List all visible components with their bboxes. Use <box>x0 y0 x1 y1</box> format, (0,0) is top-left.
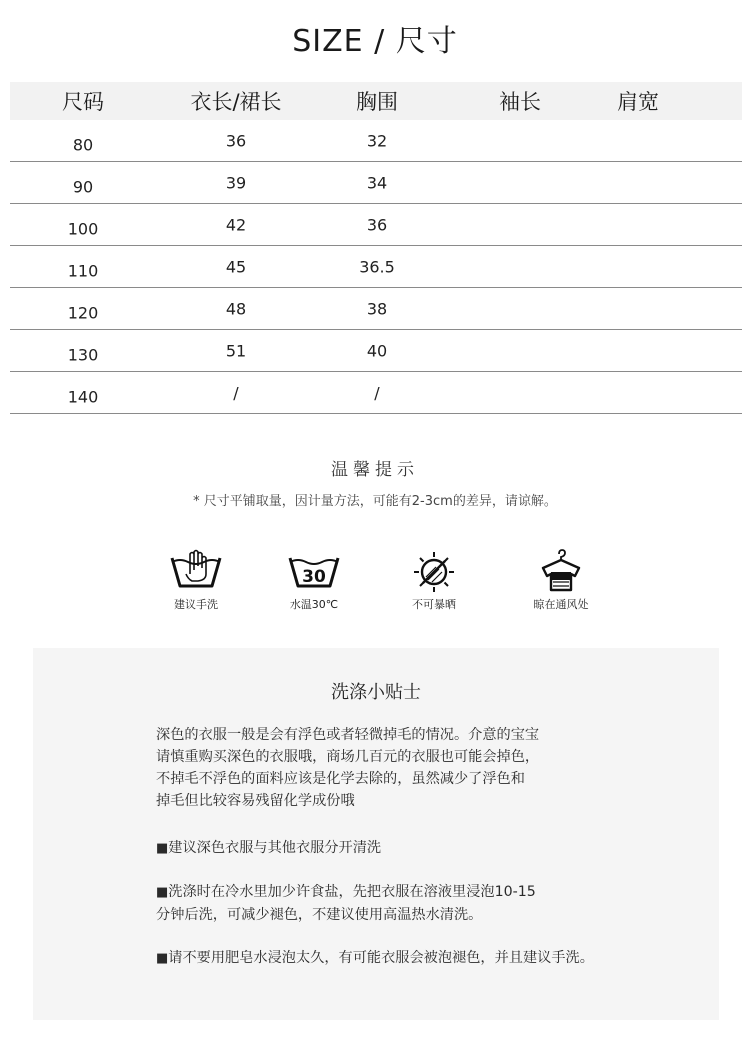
cell-size: 80 <box>72 135 94 155</box>
washing-tip <box>156 881 701 926</box>
intro-line: 请慎重购买深色的衣服哦，商场几百元的衣服也可能会掉色， <box>156 749 540 765</box>
table-row <box>10 162 742 204</box>
care-item-wash-30 <box>264 548 364 612</box>
washing-tips-panel <box>33 648 719 1020</box>
cell-length: 42 <box>225 215 247 234</box>
table-row <box>10 246 742 288</box>
page-title: SIZE / 尺寸 <box>292 24 458 59</box>
cell-size: 110 <box>67 261 99 281</box>
washing-intro <box>156 724 701 812</box>
cell-chest: 38 <box>366 299 388 318</box>
bullet-icon: ■ <box>156 951 169 966</box>
cell-length: 45 <box>225 257 247 276</box>
care-item-hand-wash <box>146 548 246 612</box>
table-row <box>10 372 742 414</box>
bullet-icon: ■ <box>156 885 169 900</box>
table-row <box>10 288 742 330</box>
intro-line: 不掉毛不浮色的面料应该是化学去除的，虽然减少了浮色和 <box>156 771 525 787</box>
intro-line: 掉毛但比较容易残留化学成份哦 <box>156 793 355 809</box>
cell-chest: 40 <box>366 341 388 360</box>
intro-line: 深色的衣服一般是会有浮色或者轻微掉毛的情况。介意的宝宝 <box>156 727 540 743</box>
care-item-hang-dry <box>511 548 611 612</box>
cell-length: / <box>233 383 239 402</box>
header-length: 衣长/裙长 <box>190 90 282 114</box>
table-row <box>10 204 742 246</box>
table-row <box>10 330 742 372</box>
header-sleeve: 袖长 <box>499 90 541 114</box>
washing-tip <box>156 947 701 970</box>
table-header <box>10 82 742 120</box>
tip-text: 洗涤时在冷水里加少许食盐，先把衣服在溶液里浸泡10-15 <box>168 884 536 900</box>
wash-30-icon <box>286 548 342 592</box>
cell-length: 36 <box>225 131 247 150</box>
washing-tip <box>156 837 701 860</box>
cell-chest: 32 <box>366 131 388 150</box>
tip-text: 请不要用肥皂水浸泡太久，有可能衣服会被泡褪色，并且建议手洗。 <box>168 950 594 966</box>
hand-wash-icon <box>168 548 224 592</box>
cell-chest: 36.5 <box>359 257 395 276</box>
header-shoulder: 肩宽 <box>617 90 659 114</box>
cell-size: 140 <box>67 387 99 407</box>
hang-dry-shade-icon <box>533 548 589 592</box>
size-table <box>10 82 742 414</box>
cell-size: 100 <box>67 219 99 239</box>
tips-title: 温馨提示 <box>331 460 419 480</box>
cell-chest: / <box>374 383 380 402</box>
care-label: 水温30℃ <box>289 598 339 611</box>
care-label: 建议手洗 <box>174 598 218 611</box>
bullet-icon: ■ <box>156 841 169 856</box>
care-label: 不可暴晒 <box>412 598 456 611</box>
table-row <box>10 120 742 162</box>
tip-text: 分钟后洗，可减少褪色，不建议使用高温热水清洗。 <box>156 907 483 923</box>
tip-text: 建议深色衣服与其他衣服分开清洗 <box>168 840 382 856</box>
header-chest: 胸围 <box>356 90 398 114</box>
care-label: 晾在通风处 <box>533 598 589 611</box>
washing-tips-title: 洗涤小贴士 <box>331 682 421 703</box>
care-icons <box>0 548 750 628</box>
cell-chest: 34 <box>366 173 388 192</box>
cell-size: 120 <box>67 303 99 323</box>
measurement-note: * 尺寸平铺取量，因计量方法，可能有2-3cm的差异，请谅解。 <box>193 494 557 509</box>
cell-chest: 36 <box>366 215 388 234</box>
no-sun-drying-icon <box>406 548 462 592</box>
cell-length: 48 <box>225 299 247 318</box>
care-item-no-sun <box>384 548 484 612</box>
cell-length: 39 <box>225 173 247 192</box>
cell-length: 51 <box>225 341 247 360</box>
cell-size: 90 <box>72 177 94 197</box>
cell-size: 130 <box>67 345 99 365</box>
header-size: 尺码 <box>62 90 104 114</box>
wash-temperature: 30 <box>302 567 326 587</box>
